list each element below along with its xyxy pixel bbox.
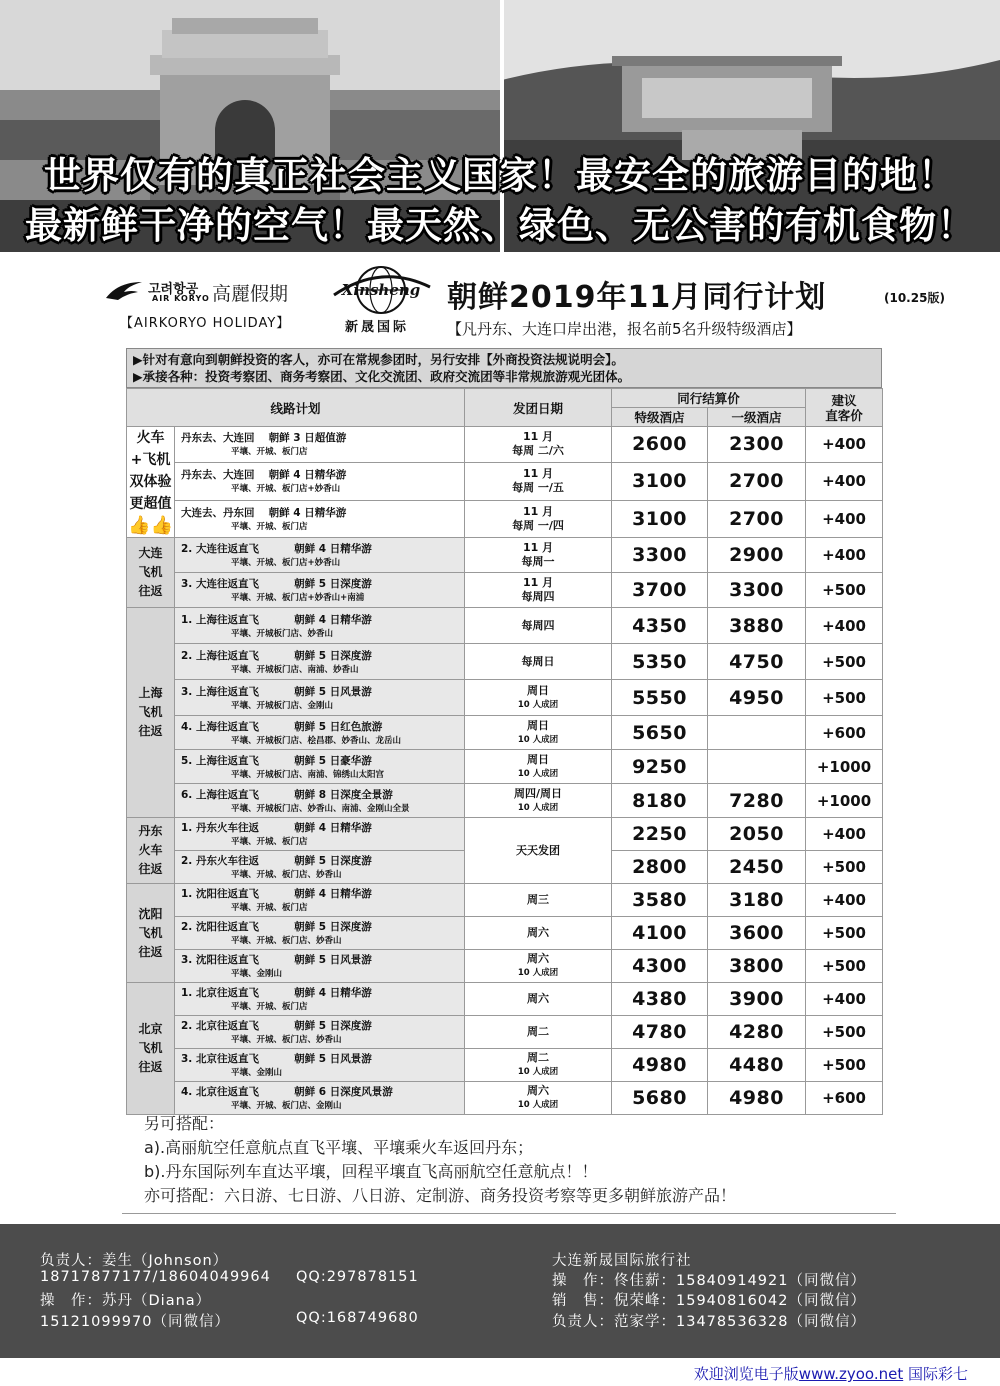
route-cell [175,750,465,784]
route-category [127,983,175,1115]
route-stops: 平壤、开城、板门店 [231,903,308,913]
table-row [127,983,883,1016]
departure-date-note: 10 人成团 [517,1067,559,1077]
agency-name: 大连新晟国际旅行社 [552,1253,692,1269]
xinsheng-brand-cn: 新晟国际 [345,320,410,335]
route-cell [175,983,465,1016]
departure-date-note: 10 人成团 [517,1100,559,1110]
airkoryo-korean-text: 고려항공 [148,282,199,297]
departure-date-text: 11 月 [522,504,554,518]
departure-date-text: 每周日 [521,654,555,668]
departure-date [465,818,612,884]
contact-left-2-qq: QQ:297878151 [296,1269,419,1285]
route-stops: 平壤、开城、板门店 [231,447,308,458]
price-first-hotel: 3300 [708,573,806,608]
table-row [127,818,883,851]
contact-left-2: 18717877177/18604049964 [40,1269,271,1285]
contact-left-1: 负责人：姜生（Johnson） [40,1253,229,1269]
departure-date-note: 每周 一/四 [512,518,564,532]
route-category [127,427,175,538]
header-retail: 建议 直客价 [806,389,883,427]
route-cell [175,884,465,917]
retail-markup: +500 [806,644,883,680]
extras-section [144,1112,736,1208]
retail-markup: +400 [806,427,883,463]
price-special-hotel: 5350 [612,644,708,680]
route-stops: 平壤、开城板门店、南浦、妙香山 [231,664,359,675]
route-name: 1. 上海往返直飞 朝鲜 4 日精华游 [181,613,372,626]
table-row [127,750,883,784]
price-first-hotel: 4950 [708,680,806,716]
route-stops: 平壤、开城、板门店、妙香山 [231,870,342,880]
departure-date-note: 10 人成团 [517,768,559,779]
banner [0,0,1000,252]
air-koryo-crane-icon [104,278,144,304]
retail-markup: +400 [806,608,883,644]
extras-option-a: a).高丽航空任意航点直飞平壤、平壤乘火车返回丹东； [144,1138,534,1157]
table-row [127,1016,883,1049]
route-stops: 平壤、开城、板门店、妙香山 [231,1035,342,1045]
departure-date [465,716,612,750]
route-name: 丹东去、大连回 朝鲜 3 日超值游 [181,432,347,445]
departure-date-text: 周六 [527,992,550,1005]
price-special-hotel: 3300 [612,538,708,573]
holiday-brand-en: 【AIRKORYO HOLIDAY】 [120,316,291,331]
departure-date-text: 周六 [527,952,550,965]
headline-1: 世界仅有的真正社会主义国家！最安全的旅游目的地！ [44,154,956,197]
headline-2: 最新鲜干净的空气！最天然、绿色、无公害的有机食物！ [25,204,975,247]
retail-markup: +500 [806,1016,883,1049]
route-name: 1. 北京往返直飞 朝鲜 4 日精华游 [181,987,372,999]
departure-date [465,884,612,917]
table-row [127,680,883,716]
route-stops: 平壤、开城、板门店+妙香山 [231,558,341,568]
departure-date-note: 每周 二/六 [512,444,564,458]
route-cell [175,427,465,463]
price-first-hotel [708,716,806,750]
price-first-hotel: 3180 [708,884,806,917]
price-special-hotel: 5550 [612,680,708,716]
table-row [127,1082,883,1115]
route-name: 3. 北京往返直飞 朝鲜 5 日风景游 [181,1053,372,1065]
price-first-hotel: 3900 [708,983,806,1016]
route-stops: 平壤、开城、板门店 [231,837,308,847]
route-stops: 平壤、金刚山 [231,969,283,979]
departure-date [465,1082,612,1115]
retail-markup: +400 [806,538,883,573]
xinsheng-globe-icon [326,265,436,315]
contact-right-2: 操 作：佟佳薪：15840914921（同微信） [552,1273,866,1289]
route-category [127,538,175,608]
route-category [127,884,175,983]
retail-markup: +400 [806,462,883,500]
retail-markup: +1000 [806,750,883,784]
departure-date-text: 周二 [527,1025,550,1038]
departure-date-text: 周二 [527,1051,550,1064]
divider [122,1213,896,1214]
route-category-label: 沈阳 飞机 往返 [138,906,163,959]
route-category-label: 火车+飞机 双体验 更超值 [129,430,172,512]
price-first-hotel: 2300 [708,427,806,463]
route-cell [175,950,465,983]
price-table [126,388,883,1115]
departure-date [465,500,612,537]
departure-date-text: 每周四 [521,618,555,632]
departure-date [465,750,612,784]
route-name: 2. 北京往返直飞 朝鲜 5 日深度游 [181,1020,372,1032]
route-stops: 平壤、金刚山 [231,1068,283,1078]
table-row [127,950,883,983]
departure-date-text: 11 月 [522,430,554,444]
departure-date [465,644,612,680]
price-first-hotel: 4480 [708,1049,806,1082]
departure-date [465,427,612,463]
price-first-hotel: 3880 [708,608,806,644]
route-category-label: 上海 飞机 往返 [138,686,163,738]
airkoryo-en-text: AIR KORYO [152,294,210,303]
route-stops: 平壤、开城、板门店、金刚山 [231,1101,342,1111]
route-stops: 平壤、开城、板门店+妙香山 [231,484,341,495]
price-special-hotel: 2250 [612,818,708,851]
holiday-brand-cn: 高麗假期 [212,283,289,305]
route-cell [175,573,465,608]
page-title: 朝鲜2019年11月同行计划 [447,280,827,315]
route-name: 5. 上海往返直飞 朝鲜 5 日豪华游 [181,754,372,767]
route-name: 丹东去、大连回 朝鲜 4 日精华游 [181,469,347,482]
route-stops: 平壤、开城板门店、妙香山、南浦、金刚山全景 [231,803,410,814]
website-link[interactable] [694,1363,968,1384]
route-name: 4. 北京往返直飞 朝鲜 6 日深度风景游 [181,1086,393,1098]
route-stops: 平壤、开城板门店、金刚山 [231,700,334,711]
price-first-hotel: 3600 [708,917,806,950]
price-first-hotel: 2700 [708,500,806,537]
departure-date-note: 10 人成团 [517,968,559,978]
departure-date-text: 周四/周日 [514,786,563,800]
departure-date [465,1016,612,1049]
table-row [127,427,883,463]
table-row [127,884,883,917]
extras-option-b: b).丹东国际列车直达平壤，回程平壤直飞高丽航空任意航点！！ [144,1162,598,1181]
price-special-hotel: 3100 [612,462,708,500]
departure-date-note: 10 人成团 [517,802,559,813]
departure-date-text: 11 月 [522,541,554,554]
price-special-hotel: 4980 [612,1049,708,1082]
route-cell [175,680,465,716]
price-special-hotel: 9250 [612,750,708,784]
price-special-hotel: 4350 [612,608,708,644]
retail-markup: +500 [806,680,883,716]
header-special-hotel: 特级酒店 [612,408,708,427]
header-route: 线路计划 [127,389,465,427]
table-row [127,644,883,680]
price-special-hotel: 8180 [612,784,708,818]
price-first-hotel: 2450 [708,851,806,884]
departure-date-text: 周六 [527,926,550,939]
departure-date [465,573,612,608]
retail-markup: +500 [806,573,883,608]
route-cell [175,1082,465,1115]
table-row [127,1049,883,1082]
table-row [127,716,883,750]
table-row [127,462,883,500]
route-stops: 平壤、开城板门店、妙香山 [231,628,334,639]
route-cell [175,917,465,950]
table-row [127,573,883,608]
departure-date-text: 周六 [527,1084,550,1097]
price-first-hotel: 2050 [708,818,806,851]
route-stops: 平壤、开城、板门店、妙香山 [231,936,342,946]
contact-right-4: 负责人：范家学：13478536328（同微信） [552,1314,866,1330]
thumbs-up-icon: 👍👍 [128,515,173,536]
departure-date [465,462,612,500]
route-cell [175,1016,465,1049]
price-first-hotel: 4980 [708,1082,806,1115]
departure-date-text: 周日 [527,718,550,732]
price-first-hotel: 4280 [708,1016,806,1049]
price-special-hotel: 4300 [612,950,708,983]
route-name: 大连去、丹东回 朝鲜 4 日精华游 [181,506,347,519]
table-row [127,784,883,818]
price-first-hotel: 7280 [708,784,806,818]
retail-markup: +400 [806,500,883,537]
route-name: 3. 沈阳往返直飞 朝鲜 5 日风景游 [181,954,372,966]
departure-date [465,680,612,716]
price-special-hotel: 5650 [612,716,708,750]
retail-markup: +400 [806,818,883,851]
route-name: 3. 大连往返直飞 朝鲜 5 日深度游 [181,578,372,590]
departure-date [465,1049,612,1082]
departure-date [465,784,612,818]
route-name: 4. 上海往返直飞 朝鲜 5 日红色旅游 [181,720,383,733]
route-category-label: 北京 飞机 往返 [138,1022,163,1074]
route-stops: 平壤、开城、板门店 [231,521,308,532]
route-category-label: 丹东 火车 往返 [138,824,163,876]
contact-left-4: 15121099970（同微信） [40,1314,230,1330]
version-label: (10.25版) [884,291,945,305]
notice-line-2: ▶承接各种：投资考察团、商务考察团、文化交流团、政府交流团等非常规旅游观光团体。 [133,369,631,384]
departure-date [465,538,612,573]
notice-box [126,348,882,388]
route-cell [175,818,465,851]
departure-date-text: 天天发团 [516,843,561,857]
retail-markup: +500 [806,950,883,983]
website-url[interactable]: www.zyoo.net [798,1365,904,1383]
table-row [127,917,883,950]
price-special-hotel: 3700 [612,573,708,608]
route-name: 2. 丹东火车往返 朝鲜 5 日深度游 [181,855,372,867]
bottom-bar [0,1358,1000,1386]
page-subtitle: 【凡丹东、大连口岸出港，报名前5名升级特级酒店】 [447,320,802,338]
route-stops: 平壤、开城板门店、桧昌郡、妙香山、龙岳山 [231,735,402,746]
website-link-suffix: 国际彩七 [903,1365,968,1383]
route-category [127,608,175,818]
price-special-hotel: 4780 [612,1016,708,1049]
price-special-hotel: 2600 [612,427,708,463]
route-name: 2. 沈阳往返直飞 朝鲜 5 日深度游 [181,921,372,933]
retail-markup: +500 [806,917,883,950]
retail-markup: +1000 [806,784,883,818]
table-row [127,538,883,573]
route-cell [175,1049,465,1082]
route-stops: 平壤、开城、板门店+妙香山+南浦 [231,593,365,603]
departure-date-text: 11 月 [522,467,554,481]
departure-date-note: 10 人成团 [517,699,559,710]
retail-markup: +400 [806,983,883,1016]
departure-date-note: 10 人成团 [517,734,559,745]
xinsheng-logo-text: Xinsheng [341,281,421,299]
contact-footer [0,1224,1000,1358]
extras-title: 另可搭配： [144,1114,225,1133]
price-special-hotel: 5680 [612,1082,708,1115]
departure-date [465,608,612,644]
header-price-group: 同行结算价 [612,389,806,408]
departure-date-note: 每周四 [521,590,555,603]
notice-line-1: ▶针对有意向到朝鲜投资的客人，亦可在常规参团时，另行安排【外商投资法规说明会】。 [133,352,624,367]
route-name: 3. 上海往返直飞 朝鲜 5 日风景游 [181,685,372,698]
price-special-hotel: 4100 [612,917,708,950]
route-cell [175,644,465,680]
departure-date-text: 11 月 [522,576,554,589]
route-stops: 平壤、开城、板门店 [231,1002,308,1012]
retail-markup: +600 [806,1082,883,1115]
route-cell [175,500,465,537]
route-name: 6. 上海往返直飞 朝鲜 8 日深度全景游 [181,788,393,801]
departure-date-note: 每周一 [521,555,555,568]
table-row [127,500,883,537]
retail-markup: +500 [806,851,883,884]
route-name: 2. 大连往返直飞 朝鲜 4 日精华游 [181,543,372,555]
departure-date [465,983,612,1016]
price-first-hotel [708,750,806,784]
route-name: 2. 上海往返直飞 朝鲜 5 日深度游 [181,649,372,662]
route-name: 1. 丹东火车往返 朝鲜 4 日精华游 [181,822,372,834]
departure-date-note: 每周 一/五 [512,481,564,495]
website-link-prefix: 欢迎浏览电子版 [693,1365,799,1383]
route-stops: 平壤、开城板门店、南浦、锦绣山太阳宫 [231,769,385,780]
route-name: 1. 沈阳往返直飞 朝鲜 4 日精华游 [181,888,372,900]
route-category-label: 大连 飞机 往返 [138,546,163,598]
retail-markup: +600 [806,716,883,750]
contact-left-3: 操 作：苏丹（Diana） [40,1293,212,1309]
retail-markup: +500 [806,1049,883,1082]
departure-date [465,917,612,950]
table-row [127,608,883,644]
route-cell [175,784,465,818]
price-first-hotel: 3800 [708,950,806,983]
retail-markup: +400 [806,884,883,917]
price-first-hotel: 4750 [708,644,806,680]
departure-date [465,950,612,983]
contact-right-3: 销 售：倪荣峰：15940816042（同微信） [552,1293,866,1309]
price-first-hotel: 2900 [708,538,806,573]
price-special-hotel: 4380 [612,983,708,1016]
extras-more: 亦可搭配：六日游、七日游、八日游、定制游、商务投资考察等更多朝鲜旅游产品！ [144,1186,737,1205]
header-first-hotel: 一级酒店 [708,408,806,427]
price-special-hotel: 3100 [612,500,708,537]
price-table-body [127,427,883,1115]
header-date: 发团日期 [465,389,612,427]
contact-left-4-qq: QQ:168749680 [296,1310,419,1326]
route-cell [175,462,465,500]
price-special-hotel: 2800 [612,851,708,884]
departure-date-text: 周日 [527,752,550,766]
departure-date-text: 周日 [527,683,550,697]
route-category [127,818,175,884]
route-cell [175,538,465,573]
price-first-hotel: 2700 [708,462,806,500]
route-cell [175,716,465,750]
departure-date-text: 周三 [527,893,550,906]
route-cell [175,851,465,884]
route-cell [175,608,465,644]
price-special-hotel: 3580 [612,884,708,917]
